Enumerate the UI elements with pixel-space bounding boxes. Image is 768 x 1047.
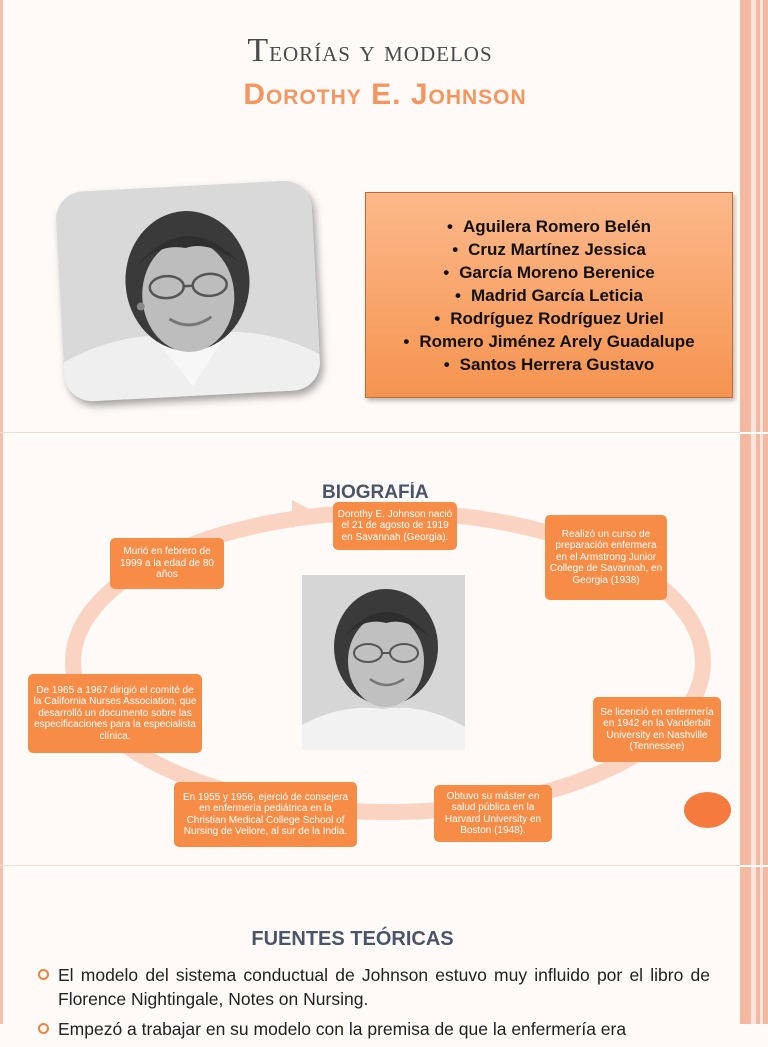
author-item: • Madrid García Leticia <box>366 284 732 307</box>
timeline-node-committee-1965: De 1965 a 1967 dirigió el comité de la California Nurses Association, que desarrolló un documento sobre las especificaciones para la especialista clínica. <box>28 674 202 753</box>
timeline-node-birth: Dorothy E. Johnson nació el 21 de agosto de 1919 en Savannah (Georgia). <box>333 502 457 550</box>
title-line1-rest: eorías y modelos <box>269 35 493 68</box>
portrait-photo-tilted <box>55 179 322 402</box>
right-edge-line <box>751 0 756 1024</box>
timeline-node-death-1999: Murió en febrero de 1999 a la edad de 80 años <box>110 538 224 589</box>
portrait-illustration <box>302 575 465 750</box>
timeline-node-india-1955: En 1955 y 1956, ejerció de consejera en enfermería pediátrica en la Christian Medical College School of Nursing de Vellore, al sur de la India. <box>174 782 357 847</box>
decorative-orange-dot <box>684 792 731 828</box>
author-item: • Romero Jiménez Arely Guadalupe <box>366 330 732 353</box>
bullet-ring-icon <box>38 1023 49 1034</box>
slide-separator <box>0 865 740 866</box>
slide-title-name <box>0 78 768 112</box>
theoretical-sources-title: FUENTES TEÓRICAS <box>0 928 705 951</box>
timeline-node-degree-1942: Se licenció en enfermería en 1942 en la Vanderbilt University en Nashville (Tennessee) <box>593 697 721 762</box>
authors-list <box>366 215 732 376</box>
slide-title-theories <box>0 32 740 70</box>
biography-photo <box>302 575 465 750</box>
right-edge-line-thin <box>760 0 763 1024</box>
theoretical-sources-list <box>58 963 710 1047</box>
authors-box <box>365 192 733 398</box>
bullet-ring-icon <box>38 969 49 980</box>
portrait-illustration <box>55 179 322 402</box>
author-item: • García Moreno Berenice <box>366 261 732 284</box>
biography-title: BIOGRAFÍA <box>322 482 429 502</box>
timeline-node-course-1938: Realizó un curso de preparación enfermera en el Armstrong Junior College de Savannah, en Georgia (1938) <box>545 515 667 600</box>
title-line2: Dorothy E. Johnson <box>243 78 526 111</box>
author-item: • Aguilera Romero Belén <box>366 215 732 238</box>
title-line1-initial: T <box>247 32 269 69</box>
slide-divider-edge <box>738 432 768 434</box>
bullet-text: El modelo del sistema conductual de Johnson estuvo muy influido por el libro de Florence Nightingale, Notes on Nursing. <box>58 965 710 1009</box>
slide-separator <box>0 432 740 433</box>
list-item <box>58 1017 710 1041</box>
list-item <box>58 963 710 1011</box>
author-item: • Rodríguez Rodríguez Uriel <box>366 307 732 330</box>
slide-divider-edge <box>738 865 768 867</box>
bullet-text: Empezó a trabajar en su modelo con la premisa de que la enfermería era <box>58 1019 626 1039</box>
author-item: • Santos Herrera Gustavo <box>366 353 732 376</box>
timeline-node-master-1948: Obtuvo su máster en salud pública en la Harvard University en Boston (1948). <box>434 785 552 842</box>
author-item: • Cruz Martínez Jessica <box>366 238 732 261</box>
